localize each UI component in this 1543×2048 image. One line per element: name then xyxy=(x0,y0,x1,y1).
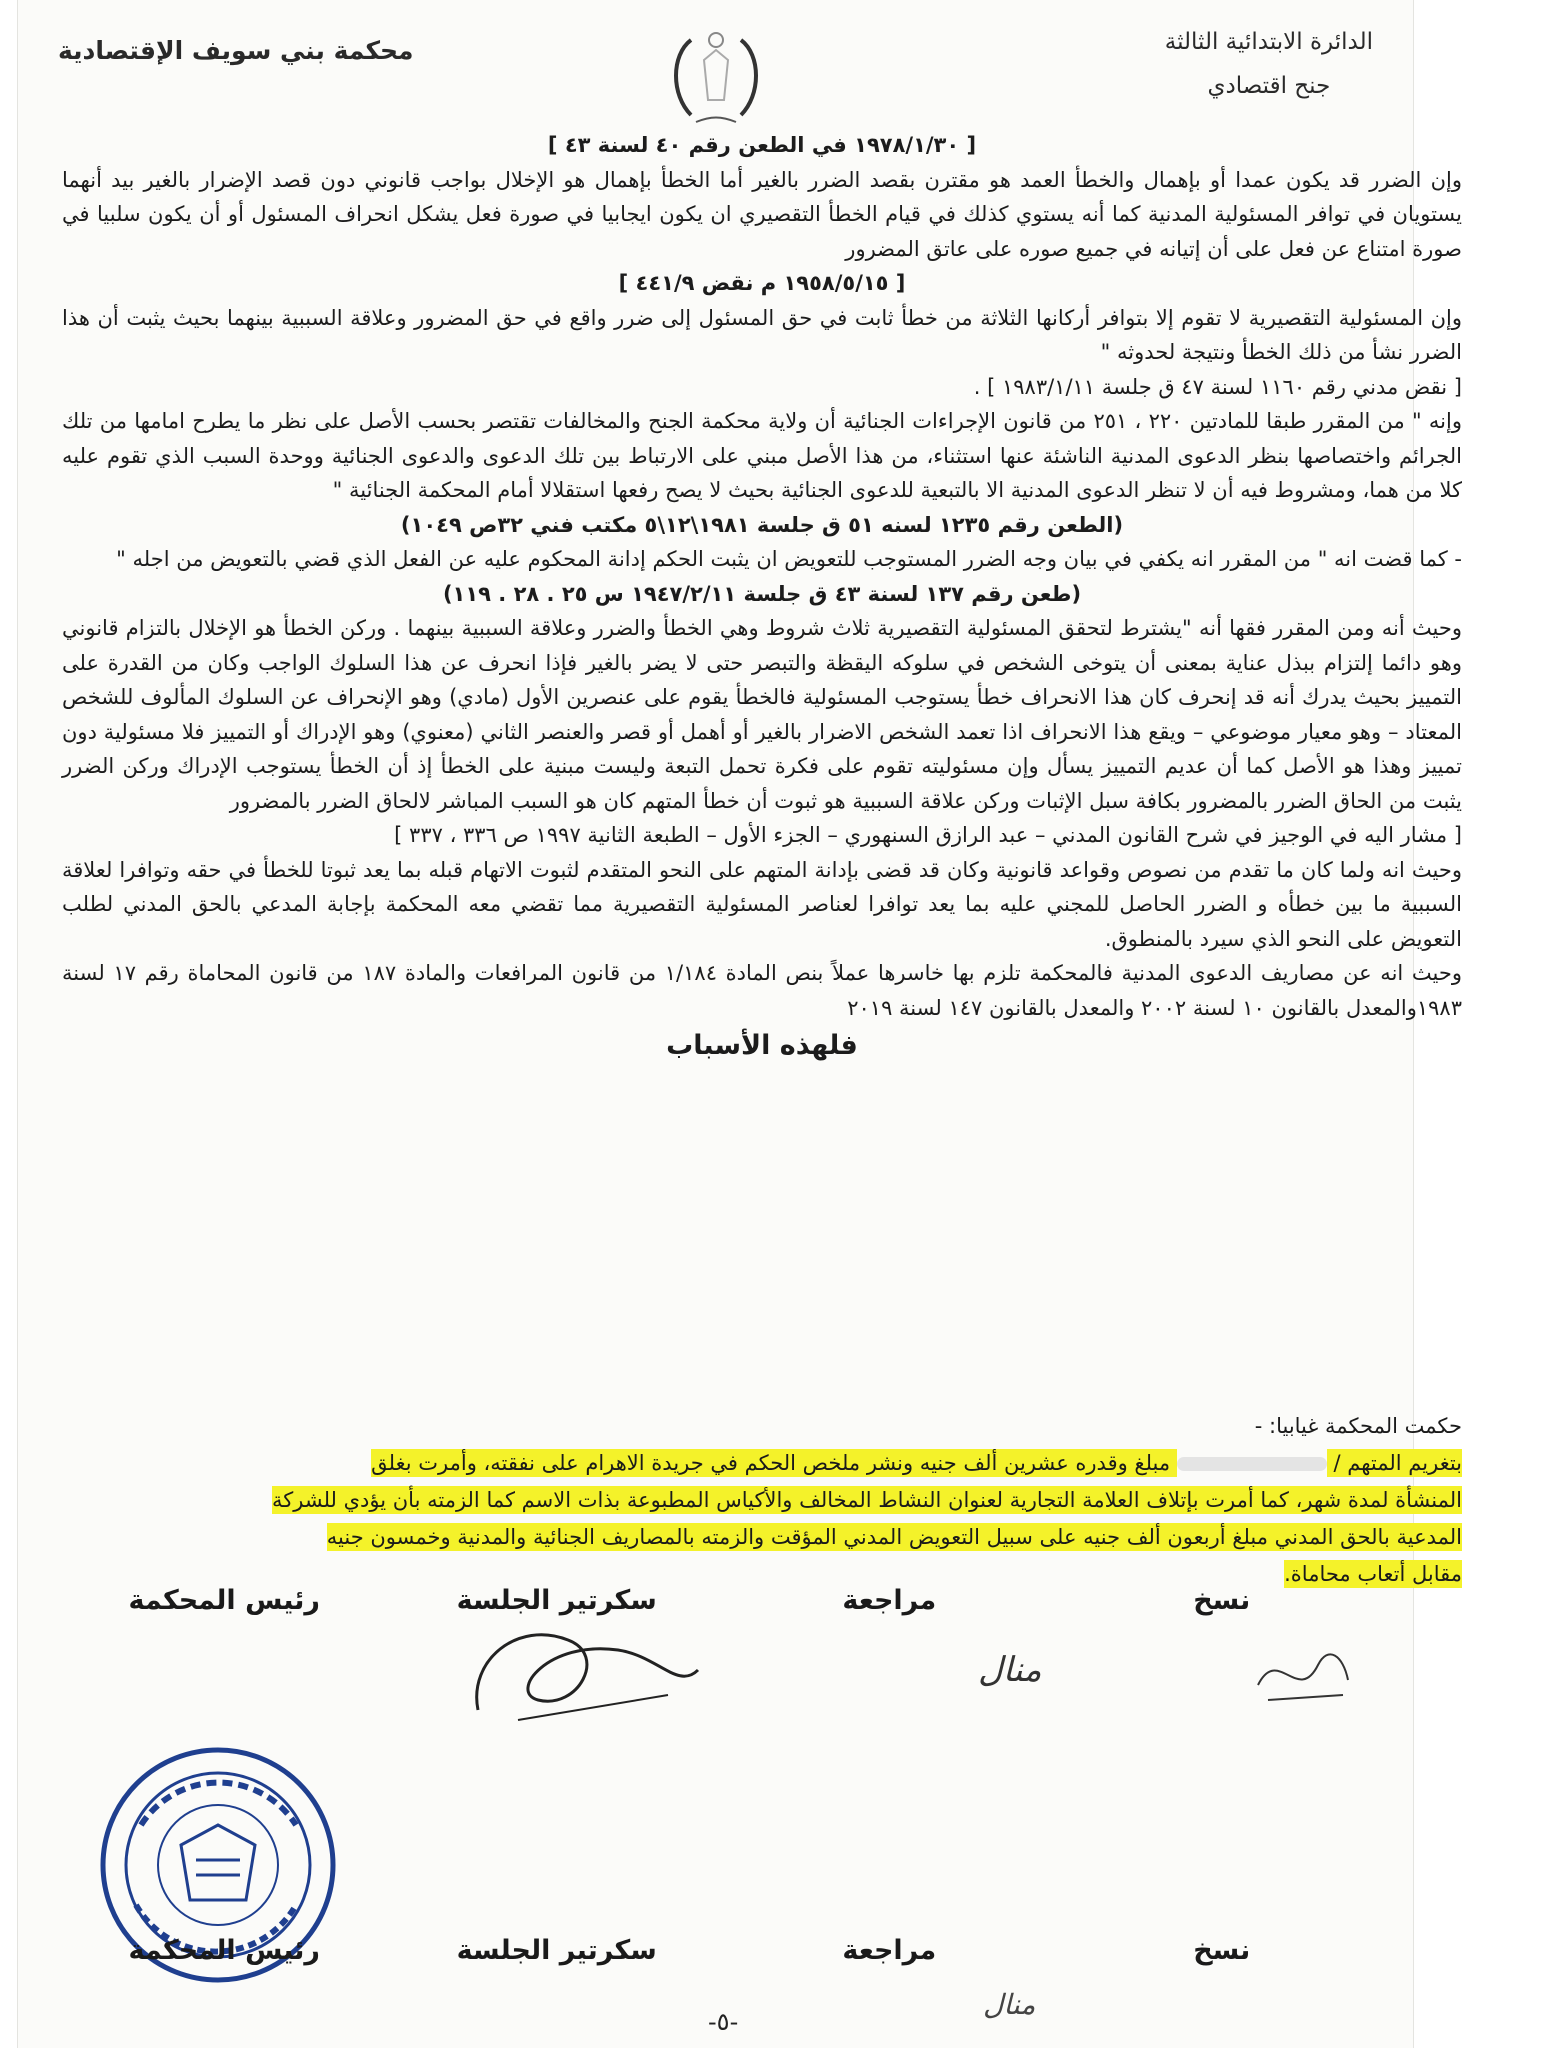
page-number: -٥- xyxy=(708,2008,739,2036)
ruling-text: بتغريم المتهم / xyxy=(1326,1451,1462,1475)
circuit-block xyxy=(1165,20,1373,108)
ruling-line xyxy=(62,1519,1462,1556)
paragraph: وإن المسئولية التقصيرية لا تقوم إلا بتوافر أركانها الثلاثة من خطأ ثابت في حق المسئول إلى ضرر واقع في حق المضرور وعلاقة السببية بينهما بحيث يثبت أن هذا الضرر نشأ من ذلك الخطأ ونتيجة لحدوثه " xyxy=(62,305,1462,364)
ruling-text: مبلغ وقدره عشرين ألف جنيه ونشر ملخص الحكم في جريدة الاهرام على نفقته، وأمرت بغلق xyxy=(371,1451,1177,1475)
citation: [ ١٩٥٨/٥/١٥ م نقض ٤٤١/٩ ] xyxy=(618,271,906,295)
copies-signature-icon xyxy=(1248,1625,1358,1715)
redaction-mark xyxy=(1177,1457,1327,1471)
section-heading: فلهذه الأسباب xyxy=(666,1030,858,1061)
case-type: جنح اقتصادي xyxy=(1207,73,1331,99)
judgment-reasoning xyxy=(62,128,1462,1070)
citation: [ نقض مدني رقم ١١٦٠ لسنة ٤٧ ق جلسة ١٩٨٣/١/١١ ] . xyxy=(973,374,1462,399)
secretary-signature-icon xyxy=(458,1600,718,1740)
ruling-text: مقابل أتعاب محاماة. xyxy=(1284,1562,1462,1586)
secretary-label: سكرتير الجلسة xyxy=(456,1585,657,1616)
signature-labels-bottom xyxy=(58,1935,1388,1966)
citation: [ مشار اليه في الوجيز في شرح القانون المدني – عبد الرازق السنهوري – الجزء الأول – الطبعة الثانية ١٩٩٧ ص ٣٣٦ ، ٣٣٧ ] xyxy=(394,823,1462,847)
review-label: مراجعة xyxy=(842,1585,937,1616)
paragraph: وإنه " من المقرر طبقا للمادتين ٢٢٠ ، ٢٥١ من قانون الإجراءات الجنائية أن ولاية محكمة الجنح والمخالفات تقتصر بحسب الأصل على نظر ما يطرح امامها من تلك الجرائم واختصاصها بنظر الدعوى المدنية الناشئة عنها استثناء، من هذا الأصل مبني على الارتباط بين تلك الدعوى والدعوى الجنائية ووحدة السبب الذي تقوم عليه كلا من هما، ومشروط فيه أن لا تنظر الدعوى المدنية الا بالتبعية للدعوى الجنائية بحيث لا يصح رفعها استقلالا أمام المحكمة الجنائية " xyxy=(62,409,1462,502)
ruling-intro: حكمت المحكمة غيابيا: - xyxy=(1254,1414,1462,1438)
paragraph: - كما قضت انه " من المقرر انه يكفي في بيان وجه الضرر المستوجب للتعويض ان يثبت الحكم إدانة المحكوم عليه عن الفعل الذي قضي بالتعويض من اجله " xyxy=(116,547,1462,571)
president-label: رئيس المحكمة xyxy=(128,1585,320,1616)
document-page xyxy=(18,0,1463,2048)
ruling-text: المدعية بالحق المدني مبلغ أربعون ألف جنيه على سبيل التعويض المدني المؤقت والزمته بالمصاريف الجنائية والمدنية وخمسون جنيه xyxy=(326,1525,1462,1549)
reviewer-initials: منال xyxy=(983,1988,1036,2021)
review-label: مراجعة xyxy=(842,1935,937,1966)
copies-label: نسخ xyxy=(1193,1935,1251,1966)
president-label: رئيس المحكمة xyxy=(128,1935,320,1966)
ruling-section xyxy=(62,1408,1462,1593)
ruling-text: المنشأة لمدة شهر، كما أمرت بإتلاف العلامة التجارية لعنوان النشاط المخالف والأكياس المطبوعة بذات الاسم كما الزمته بأن يؤدي للشركة xyxy=(272,1488,1462,1512)
paragraph: وحيث انه ولما كان ما تقدم من نصوص وقواعد قانونية وكان قد قضى بإدانة المتهم على النحو المتقدم لثبوت الاتهام قبله بما يعد ثبوتا للخطأ في حقه وتوافرا لعلاقة السببية ما بين خطأه و الضرر الحاصل للمجني عليه بما يعد توافرا لعناصر المسئولية التقصيرية مما تقضي معه المحكمة بإجابة المدعي بالحق المدني لطلب التعويض على النحو الذي سيرد بالمنطوق. xyxy=(62,857,1462,951)
paragraph: وحيث أنه ومن المقرر فقها أنه "يشترط لتحقق المسئولية التقصيرية ثلاث شروط وهي الخطأ والضرر وعلاقة السببية بينهما . وركن الخطأ هو الإخلال بالتزام قانوني وهو دائما إلتزام ببذل عناية بمعنى أن يتوخى الشخص في سلوكه اليقظة والتبصر حتى لا يضر بالغير فإذا انحرف عن هذا السلوك الواجب وكان من القدرة على التمييز بحيث يدرك أنه قد إنحرف كان هذا الانحراف خطأ يستوجب المسئولية فالخطأ يقوم على عنصرين الأول (مادي) وهو الإنحراف عن السلوك المألوف للشخص المعتاد – وهو معيار موضوعي – ويقع هذا الانحراف اذا تعمد الشخص الاضرار بالغير أو أهمل أو قصر والعنصر الثاني (معنوي) وهو الإدراك أو التمييز فلا مسئولية دون تمييز وهذا هو الأصل كما أن عديم التمييز يسأل وإن مسئوليته تقوم على فكرة تحمل التبعة وليست مبنية على الخطأ إذ أن الخطأ يستوجب الإدراك وركن الضرر يثبت من الحاق الضرر بالمضرور بكافة سبل الإثبات وركن علاقة السببية هو ثبوت أن خطأ المتهم كان هو السبب المباشر لالحاق الضرر بالمضرور xyxy=(62,616,1462,813)
eagle-emblem-icon xyxy=(656,20,776,130)
paragraph: وحيث انه عن مصاريف الدعوى المدنية فالمحكمة تلزم بها خاسرها عملاً بنص المادة ١/١٨٤ من قانون المرافعات والمادة ١٨٧ من قانون المحاماة رقم ١٧ لسنة ١٩٨٣والمعدل بالقانون ١٠ لسنة ٢٠٠٢ والمعدل بالقانون ١٤٧ لسنة ٢٠١٩ xyxy=(62,961,1463,1020)
citation: (الطعن رقم ١٢٣٥ لسنه ٥١ ق جلسة ١٩٨١\١٢\٥ مكتب فني ٣٢ص ١٠٤٩) xyxy=(400,512,1124,537)
copies-label: نسخ xyxy=(1193,1585,1251,1616)
reviewer-initials: منال xyxy=(978,1650,1042,1690)
circuit-name: الدائرة الابتدائية الثالثة xyxy=(1164,29,1373,55)
court-name: محكمة بني سويف الإقتصادية xyxy=(58,36,414,65)
signature-labels-top xyxy=(58,1585,1388,1616)
citation: (طعن رقم ١٣٧ لسنة ٤٣ ق جلسة ١٩٤٧/٢/١١ س ٢٥ . ٢٨ . ١١٩) xyxy=(442,581,1082,606)
document-header xyxy=(58,20,1373,140)
ruling-line xyxy=(62,1445,1462,1482)
citation: [ ١٩٧٨/١/٣٠ في الطعن رقم ٤٠ لسنة ٤٣ ] xyxy=(547,133,977,157)
ruling-line xyxy=(62,1482,1462,1519)
paragraph: وإن الضرر قد يكون عمدا أو بإهمال والخطأ العمد هو مقترن بقصد الضرر بالغير أما الخطأ بإهمال هو الإخلال بواجب قانوني دون قصد الإضرار بالغير بيد أنهما يستويان في توافر المسئولية المدنية كما أنه يستوي كذلك في قيام الخطأ التقصيري ان يكون ايجابيا في صورة فعل يشكل انحراف المسئول أو أن يكون سلبيا في صورة امتناع عن فعل على أن إتيانه في جميع صوره على عاتق المضرور xyxy=(62,167,1462,261)
secretary-label: سكرتير الجلسة xyxy=(456,1935,657,1966)
